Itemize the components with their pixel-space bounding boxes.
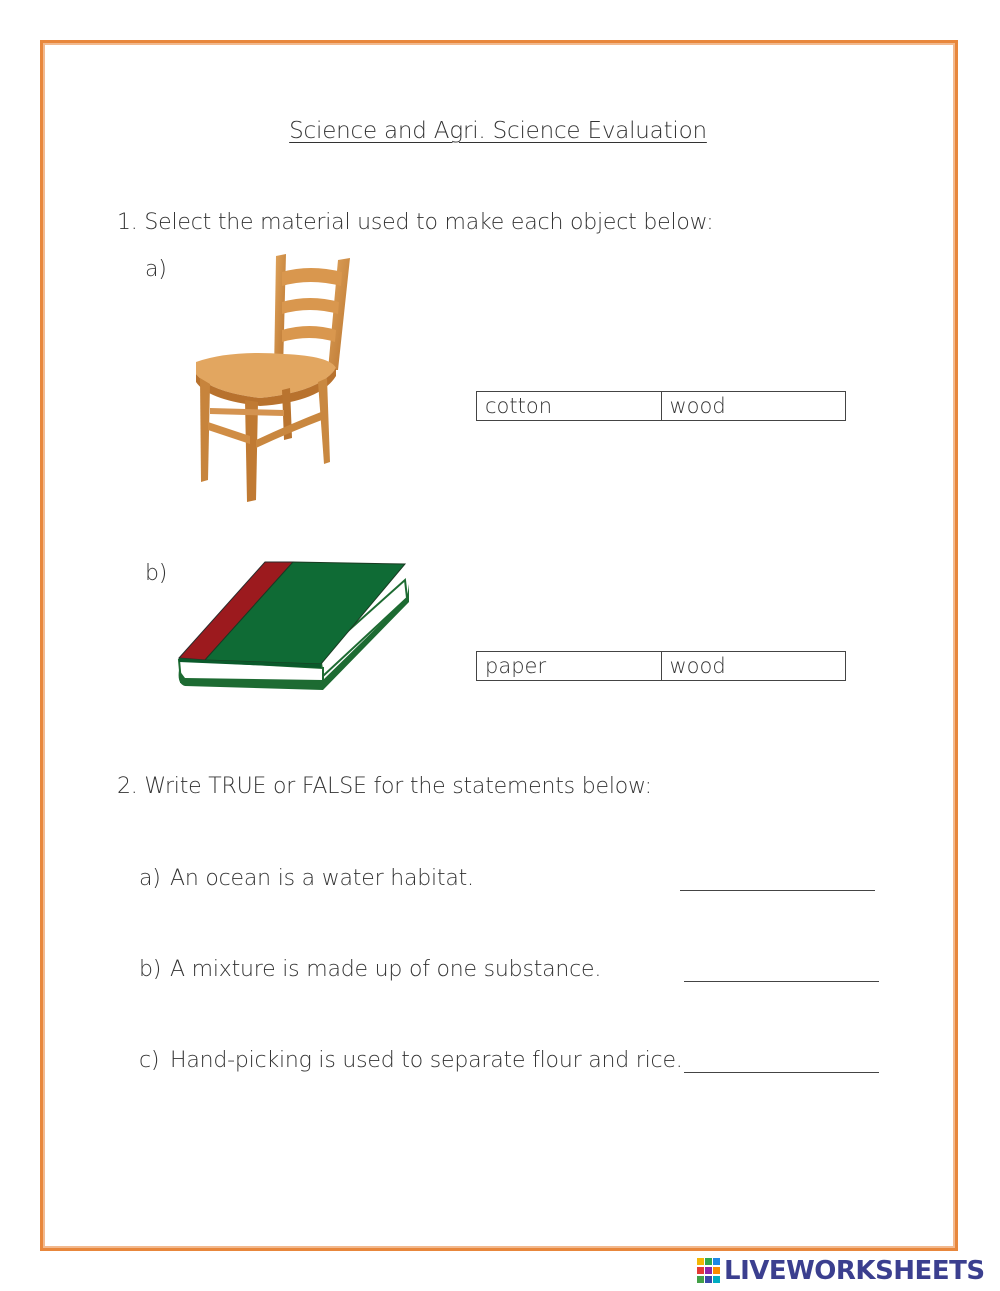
liveworksheets-logo — [697, 1254, 985, 1288]
wooden-chair-image — [190, 250, 355, 505]
statement-b-answer-field[interactable] — [684, 981, 879, 982]
liveworksheets-logo-text: LIVEWORKSHEETS — [724, 1256, 985, 1286]
green-book-image — [175, 558, 415, 693]
item-a-choice-table — [476, 391, 846, 421]
item-b-option-wood[interactable]: wood — [661, 652, 846, 680]
item-a-option-cotton[interactable]: cotton — [485, 394, 553, 418]
liveworksheets-logo-icon — [697, 1258, 721, 1284]
statement-a-label: a) — [139, 866, 161, 891]
item-a-option-wood[interactable]: wood — [661, 392, 846, 420]
item-b-label: b) — [145, 561, 168, 586]
question-2-prompt: 2. Write TRUE or FALSE for the statements below: — [117, 774, 652, 799]
statement-c-label: c) — [139, 1048, 160, 1073]
item-b-option-paper[interactable]: paper — [485, 654, 547, 678]
worksheet-title: Science and Agri. Science Evaluation — [289, 118, 707, 144]
statement-a-text: An ocean is a water habitat. — [170, 866, 474, 891]
statement-b-label: b) — [139, 957, 162, 982]
statement-b-text: A mixture is made up of one substance. — [170, 957, 602, 982]
statement-c-answer-field[interactable] — [684, 1072, 879, 1073]
statement-c-text: Hand-picking is used to separate flour and rice. — [170, 1048, 683, 1073]
item-b-choice-table — [476, 651, 846, 681]
question-1-prompt: 1. Select the material used to make each object below: — [117, 210, 714, 235]
item-a-label: a) — [145, 257, 167, 282]
statement-a-answer-field[interactable] — [680, 890, 875, 891]
